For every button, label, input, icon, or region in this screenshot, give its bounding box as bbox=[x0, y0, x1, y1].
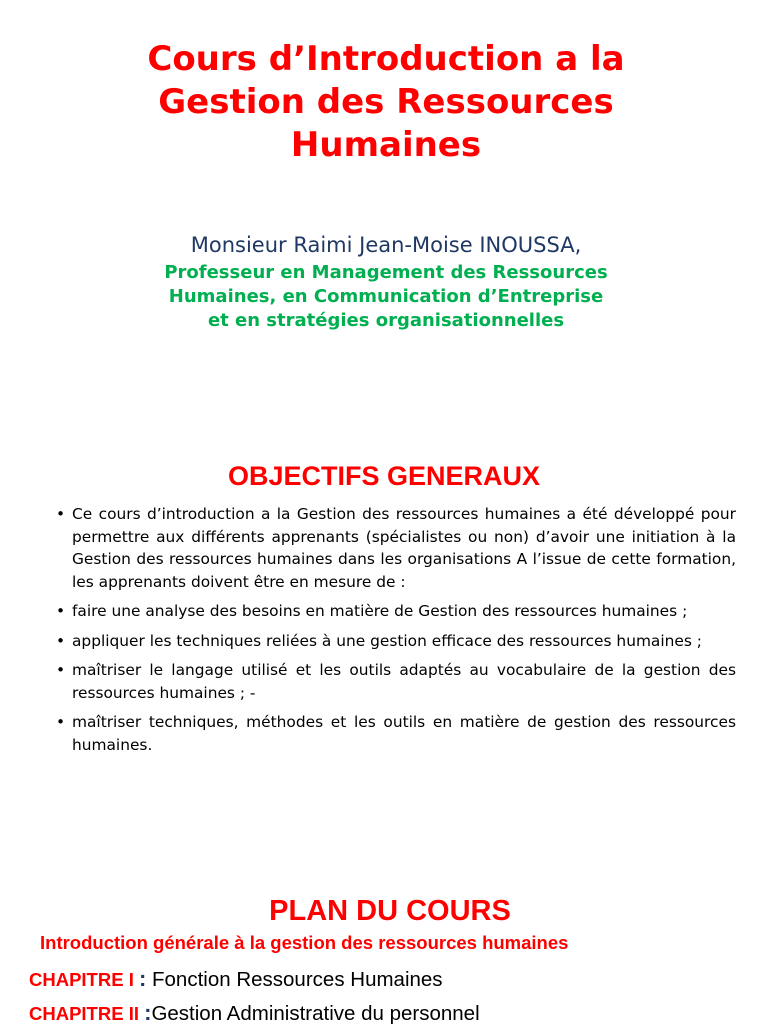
chapter-separator: : bbox=[138, 966, 147, 991]
bullet-icon: • bbox=[56, 661, 66, 679]
chapter-item bbox=[29, 965, 749, 994]
list-item bbox=[56, 659, 736, 704]
plan-introduction: Introduction générale à la gestion des ressources humaines bbox=[40, 932, 569, 953]
course-title bbox=[40, 38, 732, 167]
objective-text: faire une analyse des besoins en matière de Gestion des ressources humaines ; bbox=[72, 602, 688, 620]
list-item bbox=[56, 600, 736, 623]
list-item bbox=[56, 503, 736, 593]
course-title-line: Cours d’Introduction a la bbox=[147, 39, 625, 79]
credentials-line: et en stratégies organisationnelles bbox=[207, 310, 565, 331]
chapter-label: CHAPITRE I bbox=[29, 969, 139, 990]
course-title-line: Humaines bbox=[290, 125, 482, 165]
credentials-line: Professeur en Management des Ressources bbox=[164, 262, 608, 283]
objective-text: Ce cours d’introduction a la Gestion des ressources humaines a été développé pour permettre aux différents apprenants (spécialistes ou non) d’avoir une initiation à la Gestion des ressources humaines dans les organisations A l’issue de cette formation, les apprenants doivent être en mesure de : bbox=[72, 505, 736, 591]
bullet-icon: • bbox=[56, 505, 66, 523]
objective-text: maîtriser le langage utilisé et les outils adaptés au vocabulaire de la gestion des ressources humaines ; - bbox=[72, 661, 736, 702]
objective-text: appliquer les techniques reliées à une gestion efficace des ressources humaines ; bbox=[72, 631, 702, 650]
credentials-line: Humaines, en Communication d’Entreprise bbox=[168, 286, 604, 307]
chapter-item bbox=[29, 999, 749, 1024]
bullet-icon: • bbox=[56, 602, 66, 620]
author-name: Monsieur Raimi Jean-Moise INOUSSA, bbox=[190, 233, 582, 257]
chapter-title: Gestion Administrative du personnel bbox=[151, 1002, 480, 1024]
course-title-line: Gestion des Ressources bbox=[158, 82, 614, 122]
list-item bbox=[56, 711, 736, 756]
chapter-label: CHAPITRE II bbox=[29, 1003, 145, 1024]
plan-heading: PLAN DU COURS bbox=[269, 895, 511, 927]
author-credentials bbox=[60, 261, 712, 333]
objectives-list bbox=[56, 503, 736, 763]
objectives-heading: OBJECTIFS GENERAUX bbox=[227, 461, 541, 491]
bullet-icon: • bbox=[56, 631, 66, 650]
bullet-icon: • bbox=[56, 713, 66, 731]
objective-text: maîtriser techniques, méthodes et les outils en matière de gestion des ressources humaines. bbox=[72, 713, 736, 754]
chapter-title: Fonction Ressources Humaines bbox=[146, 968, 443, 991]
list-item bbox=[56, 630, 736, 653]
chapter-separator: : bbox=[144, 1000, 152, 1024]
